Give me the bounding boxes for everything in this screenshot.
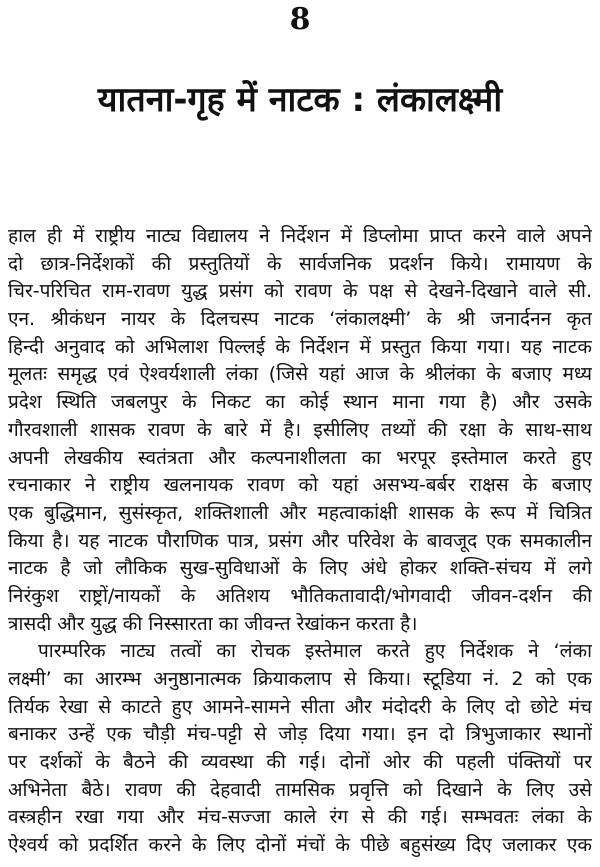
text-line: पारम्परिक नाट्य तत्वों का रोचक इस्तेमाल करते हुए निर्देशक ने ‘लंका — [38, 640, 592, 663]
text-line: एक बुद्धिमान, सुसंस्कृत, शक्तिशाली और महत्वाकांक्षी शासक के रूप में चित्रित — [8, 501, 592, 524]
text-line: मूलतः समृद्ध एवं ऐश्वर्यशाली लंका (जिसे यहां आज के श्रीलंका के बजाए मध्य — [8, 363, 592, 386]
chapter-title: यातना-गृह में नाटक : लंकालक्ष्मी — [97, 80, 503, 120]
text-line: बनाकर उन्हें एक चौड़ी मंच-पट्टी से जोड़ दिया गया। इन दो त्रिभुजाकार स्थानों — [8, 723, 592, 746]
text-line: अभिनेता बैठे। रावण की देहवादी तामसिक प्रवृत्ति को दिखाने के लिए उसे — [8, 778, 592, 801]
text-line: किया है। यह नाटक पौराणिक पात्र, प्रसंग और परिवेश के बावजूद एक समकालीन — [8, 529, 592, 552]
text-line: रचनाकार ने राष्ट्रीय खलनायक रावण को यहां असभ्य-बर्बर राक्षस के बजाए — [8, 474, 592, 497]
text-line: अपनी लेखकीय स्वतंत्रता और कल्पनाशीलता का भरपूर इस्तेमाल करते हुए — [8, 446, 592, 469]
text-line: एन. श्रीकंधन नायर के दिलचस्प नाटक ‘लंकालक्ष्मी’ के श्री जनार्दनन कृत — [8, 308, 592, 331]
body-text — [8, 223, 592, 860]
text-line: हाल ही में राष्ट्रीय नाट्य विद्यालय ने निर्देशन में डिप्लोमा प्राप्त करने वाले अपने — [8, 225, 592, 247]
chapter-number: 8 — [289, 2, 311, 37]
text-line: चिर-परिचित राम-रावण युद्ध प्रसंग को रावण के पक्ष से देखने-दिखाने वाले सी. — [8, 280, 592, 303]
text-line: गौरवशाली शासक रावण के बारे में है। इसीलिए तथ्यों की रक्षा के साथ-साथ — [8, 418, 592, 441]
text-line: लक्ष्मी’ का आरम्भ अनुष्ठानात्मक क्रियाकलाप से किया। स्टूडिया नं. 2 को एक — [8, 668, 592, 690]
text-line: तिर्यक रेखा से काटते हुए आमने-सामने सीता और मंदोदरी के लिए दो छोटे मंच — [8, 695, 592, 718]
text-line: ऐश्वर्य को प्रदर्शित करने के लिए दोनों मंचों के पीछे बहुसंख्य दिए जलाकर एक — [8, 834, 592, 857]
text-line: हिन्दी अनुवाद को अभिलाश पिल्लई के निर्देशन में प्रस्तुत किया गया। यह नाटक — [8, 335, 592, 358]
text-line: वस्त्रहीन रखा गया और मंच-सज्जा काले रंग से की गई। सम्भवतः लंका के — [8, 806, 592, 829]
text-line: निरंकुश राष्ट्रों/नायकों के अतिशय भौतिकतावादी/भोगवादी जीवन-दर्शन की — [8, 584, 592, 607]
text-line: नाटक है जो लौकिक सुख-सुविधाओं के लिए अंधे होकर शक्ति-संचय में लगे — [8, 557, 592, 580]
text-line: दो छात्र-निर्देशकों की प्रस्तुतियों के सार्वजनिक प्रदर्शन किये। रामायण के — [8, 252, 592, 275]
text-line: प्रदेश स्थिति जबलपुर के निकट का कोई स्थान माना गया है) और उसके — [8, 391, 592, 414]
text-line: पर दर्शकों के बैठने की व्यवस्था की गई। दोनों ओर की पहली पंक्तियों पर — [8, 751, 592, 774]
text-line: त्रासदी और युद्ध की निस्सारता का जीवन्त रेखांकन करता है। — [8, 612, 418, 635]
